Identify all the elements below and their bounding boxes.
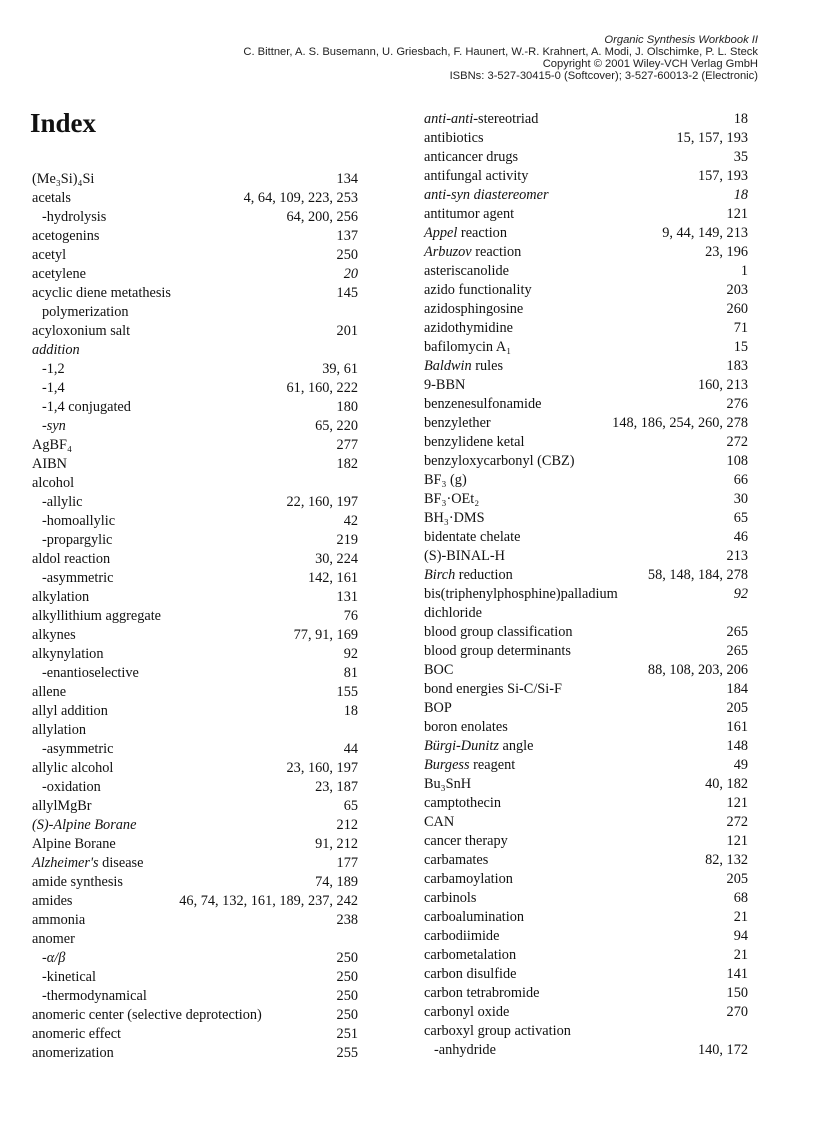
index-entry <box>32 208 358 227</box>
index-entry <box>424 243 748 262</box>
index-term: blood group determinants <box>424 643 571 659</box>
index-entry <box>32 664 358 683</box>
index-term: Arbuzov reaction <box>424 244 522 260</box>
index-entry <box>424 414 748 433</box>
index-term: alkylation <box>32 589 90 605</box>
index-entry <box>424 433 748 452</box>
index-pages: 238 <box>336 912 358 928</box>
index-term: BOC <box>424 662 454 678</box>
index-entry <box>424 813 748 832</box>
index-pages: 250 <box>336 247 358 263</box>
index-entry <box>32 949 358 968</box>
index-entry <box>32 170 358 189</box>
index-term: aldol reaction <box>32 551 111 567</box>
index-pages: 91, 212 <box>315 836 358 852</box>
index-term: acetals <box>32 190 71 206</box>
index-entry <box>424 148 748 167</box>
index-term: asteriscanolide <box>424 263 509 279</box>
index-entry <box>424 851 748 870</box>
index-pages: 77, 91, 169 <box>293 627 358 643</box>
index-entry <box>32 911 358 930</box>
index-pages: 64, 200, 256 <box>286 209 358 225</box>
index-entry <box>32 930 358 949</box>
index-term: Bu₃SnH <box>424 776 472 792</box>
index-term: carbinols <box>424 890 477 906</box>
index-pages: 255 <box>336 1045 358 1061</box>
index-term: BH₃·DMS <box>424 510 485 526</box>
index-pages: 30, 224 <box>315 551 358 567</box>
index-entry <box>424 946 748 965</box>
index-entry <box>32 189 358 208</box>
index-term: anomeric center (selective deprotection) <box>32 1007 262 1023</box>
index-pages: 213 <box>726 548 748 564</box>
index-term: carboxyl group activation <box>424 1023 571 1039</box>
index-term: acyclic diene metathesis <box>32 285 171 301</box>
index-entry <box>424 642 748 661</box>
index-entry <box>424 319 748 338</box>
index-entry <box>424 224 748 243</box>
index-term: bond energies Si-C/Si-F <box>424 681 562 697</box>
index-term: (Me₃Si)₄Si <box>32 171 95 187</box>
index-term: -asymmetric <box>42 570 114 586</box>
index-entry <box>32 303 358 322</box>
index-term: -syn <box>42 418 66 434</box>
index-term: -α/β <box>42 950 66 966</box>
index-pages: 121 <box>726 206 748 222</box>
index-entry <box>424 927 748 946</box>
index-entry <box>32 512 358 531</box>
index-term: allylic alcohol <box>32 760 114 776</box>
index-entry <box>32 1006 358 1025</box>
index-entry <box>424 984 748 1003</box>
index-entry <box>424 718 748 737</box>
index-entry <box>424 167 748 186</box>
index-pages: 182 <box>336 456 358 472</box>
index-pages: 157, 193 <box>697 168 748 184</box>
index-entry <box>32 550 358 569</box>
index-term: acetylene <box>32 266 86 282</box>
index-term: amides <box>32 893 73 909</box>
index-pages: 22, 160, 197 <box>286 494 358 510</box>
index-term: carbodiimide <box>424 928 500 944</box>
index-term: BOP <box>424 700 452 716</box>
index-entry <box>32 474 358 493</box>
index-term: azido functionality <box>424 282 532 298</box>
index-entry <box>424 566 748 585</box>
index-term: -anhydride <box>434 1042 496 1058</box>
index-term: Burgess reagent <box>424 757 516 773</box>
index-pages: 131 <box>336 589 358 605</box>
index-column-right <box>424 110 748 1060</box>
index-pages: 251 <box>336 1026 358 1042</box>
index-entry <box>424 338 748 357</box>
index-pages: 121 <box>726 795 748 811</box>
index-term: anomeric effect <box>32 1026 122 1042</box>
index-pages: 141 <box>726 966 748 982</box>
index-entry <box>32 645 358 664</box>
index-pages: 92 <box>733 586 748 602</box>
index-term: -1,4 <box>42 380 65 396</box>
index-term: allylMgBr <box>32 798 92 814</box>
index-term: -asymmetric <box>42 741 114 757</box>
index-term: Baldwin rules <box>424 358 504 374</box>
index-entry <box>32 683 358 702</box>
index-term: -enantioselective <box>42 665 139 681</box>
index-entry <box>32 265 358 284</box>
index-entry <box>32 873 358 892</box>
index-pages: 23, 196 <box>705 244 748 260</box>
book-title: Organic Synthesis Workbook II <box>604 34 758 46</box>
index-entry <box>32 493 358 512</box>
index-entry <box>424 376 748 395</box>
index-pages: 65, 220 <box>315 418 358 434</box>
index-entry <box>424 794 748 813</box>
index-entry <box>424 1041 748 1060</box>
index-pages: 46, 74, 132, 161, 189, 237, 242 <box>179 893 358 909</box>
index-pages: 94 <box>733 928 748 944</box>
index-pages: 184 <box>726 681 748 697</box>
index-term: (S)-BINAL-H <box>424 548 505 564</box>
index-entry <box>424 357 748 376</box>
index-term: polymerization <box>42 304 129 320</box>
index-pages: 9, 44, 149, 213 <box>662 225 748 241</box>
index-entry <box>32 816 358 835</box>
index-entry <box>32 987 358 1006</box>
index-entry <box>32 588 358 607</box>
index-term: boron enolates <box>424 719 508 735</box>
index-pages: 177 <box>336 855 358 871</box>
index-term: AgBF₄ <box>32 437 72 453</box>
index-term: ammonia <box>32 912 86 928</box>
index-pages: 21 <box>733 909 748 925</box>
index-entry <box>424 1022 748 1041</box>
index-pages: 18 <box>733 111 748 127</box>
index-pages: 148 <box>726 738 748 754</box>
index-pages: 148, 186, 254, 260, 278 <box>612 415 748 431</box>
index-entry <box>424 965 748 984</box>
index-entry <box>32 341 358 360</box>
index-pages: 155 <box>336 684 358 700</box>
index-term: antitumor agent <box>424 206 515 222</box>
index-entry <box>424 585 748 604</box>
index-pages: 203 <box>726 282 748 298</box>
index-pages: 108 <box>726 453 748 469</box>
index-term: acyloxonium salt <box>32 323 131 339</box>
index-entry <box>32 797 358 816</box>
index-term: carbonyl oxide <box>424 1004 510 1020</box>
index-term: anomerization <box>32 1045 114 1061</box>
index-pages: 18 <box>343 703 358 719</box>
index-pages: 35 <box>733 149 748 165</box>
index-pages: 92 <box>343 646 358 662</box>
index-entry <box>424 623 748 642</box>
index-pages: 250 <box>336 950 358 966</box>
isbns: ISBNs: 3-527-30415-0 (Softcover); 3-527-60013-2 (Electronic) <box>449 70 758 82</box>
index-term: -allylic <box>42 494 83 510</box>
index-entry <box>424 775 748 794</box>
index-term: azidosphingosine <box>424 301 524 317</box>
index-pages: 30 <box>733 491 748 507</box>
index-entry <box>424 832 748 851</box>
index-term: anomer <box>32 931 75 947</box>
index-term: carboalumination <box>424 909 525 925</box>
index-pages: 183 <box>726 358 748 374</box>
index-term: allylation <box>32 722 86 738</box>
index-term: Alzheimer's disease <box>32 855 144 871</box>
index-term: benzylidene ketal <box>424 434 525 450</box>
index-term: allyl addition <box>32 703 108 719</box>
index-pages: 265 <box>726 643 748 659</box>
index-entry <box>424 452 748 471</box>
index-pages: 1 <box>740 263 748 279</box>
index-term: Birch reduction <box>424 567 513 583</box>
page-header <box>58 34 758 82</box>
index-term: benzyloxycarbonyl (CBZ) <box>424 453 575 469</box>
index-pages: 134 <box>336 171 358 187</box>
index-pages: 76 <box>343 608 358 624</box>
index-pages: 205 <box>726 871 748 887</box>
index-pages: 250 <box>336 969 358 985</box>
index-entry <box>32 702 358 721</box>
index-term: carbon disulfide <box>424 966 517 982</box>
index-term: anti-syn diastereomer <box>424 187 549 203</box>
index-entry <box>32 1044 358 1063</box>
index-pages: 20 <box>343 266 358 282</box>
index-term: -1,4 conjugated <box>42 399 131 415</box>
index-term: -1,2 <box>42 361 65 377</box>
index-term: amide synthesis <box>32 874 123 890</box>
index-entry <box>32 379 358 398</box>
index-pages: 46 <box>733 529 748 545</box>
index-pages: 23, 160, 197 <box>286 760 358 776</box>
index-entry <box>32 892 358 911</box>
index-entry <box>32 626 358 645</box>
index-entry <box>424 300 748 319</box>
index-term: acetyl <box>32 247 67 263</box>
index-pages: 250 <box>336 988 358 1004</box>
index-term: antibiotics <box>424 130 484 146</box>
index-term: bidentate chelate <box>424 529 521 545</box>
index-pages: 71 <box>733 320 748 336</box>
page-title: Index <box>30 108 97 138</box>
index-pages: 58, 148, 184, 278 <box>647 567 748 583</box>
index-term: -hydrolysis <box>42 209 107 225</box>
index-entry <box>32 1025 358 1044</box>
index-pages: 74, 189 <box>315 874 358 890</box>
index-term: BF₃·OEt₂ <box>424 491 480 507</box>
index-entry <box>424 889 748 908</box>
index-term: cancer therapy <box>424 833 508 849</box>
index-term: camptothecin <box>424 795 502 811</box>
index-term: anticancer drugs <box>424 149 519 165</box>
index-pages: 201 <box>336 323 358 339</box>
index-pages: 265 <box>726 624 748 640</box>
index-pages: 270 <box>726 1004 748 1020</box>
index-entry <box>32 227 358 246</box>
index-term: Bürgi-Dunitz angle <box>424 738 534 754</box>
index-entry <box>424 281 748 300</box>
index-pages: 180 <box>336 399 358 415</box>
index-entry <box>424 471 748 490</box>
index-term: CAN <box>424 814 455 830</box>
index-entry <box>32 284 358 303</box>
index-pages: 250 <box>336 1007 358 1023</box>
index-term: bafilomycin A₁ <box>424 339 512 355</box>
index-entry <box>424 395 748 414</box>
index-pages: 66 <box>733 472 748 488</box>
index-entry <box>32 854 358 873</box>
index-entry <box>32 835 358 854</box>
index-term: -thermodynamical <box>42 988 147 1004</box>
index-term: -homoallylic <box>42 513 116 529</box>
index-pages: 65 <box>343 798 358 814</box>
index-entry <box>424 547 748 566</box>
index-entry <box>32 607 358 626</box>
index-entry <box>32 246 358 265</box>
index-pages: 121 <box>726 833 748 849</box>
index-entry <box>424 110 748 129</box>
index-pages: 23, 187 <box>315 779 358 795</box>
index-pages: 137 <box>336 228 358 244</box>
index-entry <box>424 490 748 509</box>
index-pages: 15, 157, 193 <box>676 130 748 146</box>
index-entry <box>32 360 358 379</box>
index-entry <box>424 1003 748 1022</box>
index-pages: 277 <box>336 437 358 453</box>
index-pages: 88, 108, 203, 206 <box>647 662 748 678</box>
index-term: AIBN <box>32 456 67 472</box>
index-pages: 39, 61 <box>322 361 358 377</box>
index-term: 9-BBN <box>424 377 466 393</box>
index-term: benzylether <box>424 415 491 431</box>
authors: C. Bittner, A. S. Busemann, U. Griesbach, F. Haunert, W.-R. Krahnert, A. Modi, J. Olschimke, P. L. Steck <box>243 46 758 58</box>
index-term: (S)-Alpine Borane <box>32 817 137 833</box>
index-term: antifungal activity <box>424 168 529 184</box>
index-term: allene <box>32 684 67 700</box>
index-entry <box>32 531 358 550</box>
index-entry <box>32 968 358 987</box>
index-term: anti-anti-stereotriad <box>424 111 539 127</box>
index-term: azidothymidine <box>424 320 513 336</box>
index-entry <box>424 509 748 528</box>
index-pages: 61, 160, 222 <box>286 380 358 396</box>
index-entry <box>424 186 748 205</box>
index-term: carbon tetrabromide <box>424 985 540 1001</box>
index-pages: 212 <box>336 817 358 833</box>
index-entry <box>424 908 748 927</box>
index-term: addition <box>32 342 80 358</box>
index-pages: 260 <box>726 301 748 317</box>
index-term: carbamoylation <box>424 871 513 887</box>
index-pages: 142, 161 <box>307 570 358 586</box>
index-pages: 161 <box>726 719 748 735</box>
index-entry <box>424 262 748 281</box>
index-column-left <box>32 170 358 1063</box>
index-entry <box>32 436 358 455</box>
index-pages: 276 <box>726 396 748 412</box>
index-pages: 140, 172 <box>697 1042 748 1058</box>
index-pages: 272 <box>726 434 748 450</box>
index-entry <box>424 604 748 623</box>
index-entry <box>32 740 358 759</box>
index-term: -propargylic <box>42 532 113 548</box>
index-term: benzenesulfonamide <box>424 396 542 412</box>
index-entry <box>424 661 748 680</box>
index-pages: 68 <box>733 890 748 906</box>
index-pages: 21 <box>733 947 748 963</box>
index-term: dichloride <box>424 605 482 621</box>
index-term: carbometalation <box>424 947 517 963</box>
index-entry <box>32 417 358 436</box>
index-pages: 65 <box>733 510 748 526</box>
index-pages: 15 <box>733 339 748 355</box>
index-term: Appel reaction <box>424 225 507 241</box>
index-term: BF₃ (g) <box>424 472 467 488</box>
index-entry <box>424 528 748 547</box>
index-pages: 18 <box>733 187 748 203</box>
index-pages: 42 <box>343 513 358 529</box>
index-pages: 81 <box>343 665 358 681</box>
index-entry <box>32 455 358 474</box>
index-pages: 160, 213 <box>697 377 748 393</box>
index-entry <box>424 205 748 224</box>
index-entry <box>424 756 748 775</box>
index-term: alkyllithium aggregate <box>32 608 162 624</box>
index-pages: 4, 64, 109, 223, 253 <box>243 190 358 206</box>
index-term: blood group classification <box>424 624 573 640</box>
index-term: acetogenins <box>32 228 100 244</box>
index-term: alcohol <box>32 475 75 491</box>
index-term: bis(triphenylphosphine)palladium <box>424 586 618 602</box>
index-entry <box>424 129 748 148</box>
index-entry <box>424 737 748 756</box>
index-pages: 49 <box>733 757 748 773</box>
index-entry <box>32 721 358 740</box>
index-term: carbamates <box>424 852 489 868</box>
index-pages: 272 <box>726 814 748 830</box>
index-pages: 219 <box>336 532 358 548</box>
index-pages: 40, 182 <box>705 776 748 792</box>
index-entry <box>32 778 358 797</box>
index-pages: 82, 132 <box>705 852 748 868</box>
index-term: alkynes <box>32 627 76 643</box>
index-pages: 145 <box>336 285 358 301</box>
index-term: Alpine Borane <box>32 836 116 852</box>
index-entry <box>32 569 358 588</box>
index-entry <box>424 870 748 889</box>
index-term: alkynylation <box>32 646 104 662</box>
index-entry <box>424 680 748 699</box>
index-pages: 205 <box>726 700 748 716</box>
index-pages: 44 <box>343 741 358 757</box>
index-entry <box>424 699 748 718</box>
copyright: Copyright © 2001 Wiley-VCH Verlag GmbH <box>542 58 758 70</box>
index-term: -oxidation <box>42 779 101 795</box>
index-entry <box>32 398 358 417</box>
index-pages: 150 <box>726 985 748 1001</box>
index-entry <box>32 322 358 341</box>
index-term: -kinetical <box>42 969 96 985</box>
index-entry <box>32 759 358 778</box>
